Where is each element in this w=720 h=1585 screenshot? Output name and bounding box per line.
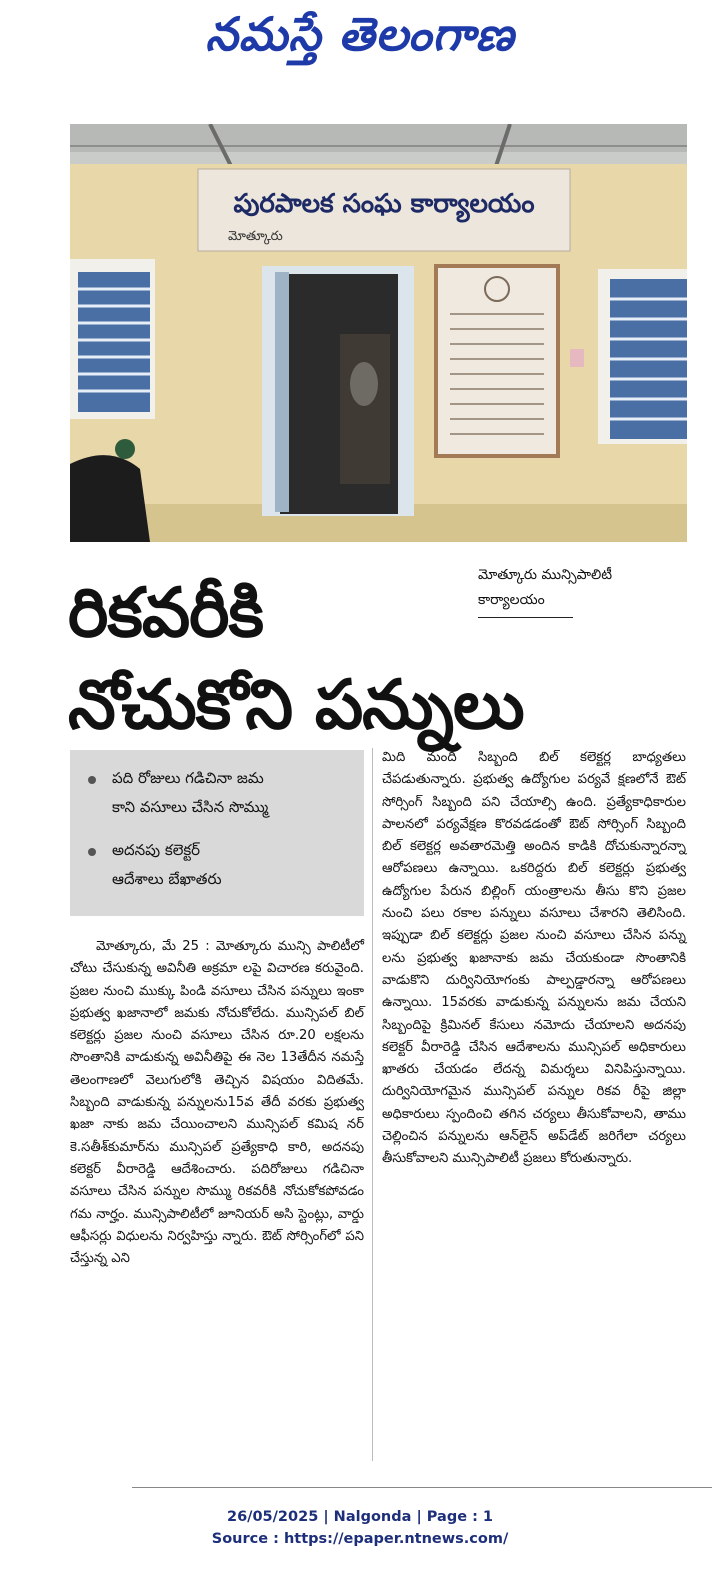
highlight-item [88, 764, 348, 822]
office-building-illustration [70, 124, 687, 542]
headline [68, 568, 668, 752]
article-body-right: మిది మంది సిబ్బంది బిల్ కలెక్టర్ల బాధ్యతలు చేపడుతున్నారు. ప్రభుత్వ ఉద్యోగుల పర్యవే క్షణలోనే ఔట్ సోర్సింగ్ సిబ్బంది పని చేయాల్సి ఉంది. ప్రత్యేకాధికారుల పాలనలో పర్యవేక్షణ కొరవడడంతో ఔట్ సోర్సింగ్ సిబ్బంది బిల్ కలెక్టర్ల అవతారమెత్తి అందిన కాడికి దోచుకున్నారన్నా ఆరోపణలు ఉన్నాయి. ఒకరిద్దరు బిల్ కలెక్టర్లు ప్రభుత్వ ఉద్యోగుల పేరున బిల్లింగ్ యంత్రాలను తీసు కొని ప్రజల నుంచి పలు రకాల పన్నులు వసూలు చేశారని తెలిసింది. ఇప్పుడా బిల్ కలెక్టర్లు ప్రజల నుంచి వసూలు చేసిన పన్ను లను ప్రభుత్వ ఖజానాకు జమ చేయకుండా సొంతానికి వాడుకొని దుర్వినియోగంకు పాల్పడ్డారన్నా ఆరోపణలు ఉన్నాయి. 15వరకు వాడుకున్న పన్నులను జమ చేయని సిబ్బందిపై క్రిమినల్ కేసులు నమోదు చేయాలని అదనపు కలెక్టర్ వీరారెడ్డి చేసిన ఆదేశాలను మున్సిపల్ అధికారులు ఖాతరు చేయడం లేదన్న విమర్శలు వినిపిస్తున్నాయి. దుర్వినియోగమైన మున్సిపల్ పన్నుల రికవ రీపై జిల్లా అధికారులు స్పందించి తగిన చర్యలు తీసుకోవాలని, తాము చెల్లించిన పన్నులను ఆన్‌లైన్ అప్‌డేట్ జరిగేలా చర్యలు తీసుకోవాలని మున్సిపాలిటీ ప్రజలు కోరుతున్నారు. [382, 750, 686, 1167]
sign-subtext: మోత్కూరు [228, 229, 283, 244]
masthead-logo: నమస్తే తెలంగాణ [205, 7, 515, 61]
footer-date-edition: 26/05/2025 | Nalgonda | Page : 1 [226, 1509, 494, 1525]
article-photo [70, 124, 687, 542]
footer-divider [132, 1487, 712, 1488]
caption-line-2: కార్యాలయం [478, 592, 545, 608]
bullet-icon [88, 848, 96, 856]
caption-line-1: మోత్కూరు మున్సిపాలిటీ [478, 567, 613, 583]
highlight-line: ఆదేశాలు బేఖాతరు [112, 870, 222, 888]
highlights-box [70, 750, 364, 916]
footer-source-link[interactable]: Source : https://epaper.ntnews.com/ [211, 1531, 509, 1547]
headline-line-1: రికవరీకి [68, 574, 263, 653]
article-body-left: మోత్కూరు, మే 25 : మోత్కూరు మున్సి పాలిటీలో చోటు చేసుకున్న అవినీతి అక్రమా లపై విచారణ కరువైంది. ప్రజల నుంచి ముక్కు పిండి వసూలు చేసిన పన్నులు ఇంకా ప్రభుత్వ ఖజానాలో జమకు నోచుకోలేదు. మున్సిపల్ బిల్ కలెక్టర్లు ప్రజల నుంచి వసూలు చేసిన రూ.20 లక్షలను సొంతానికి వాడుకున్న అవినీతిపై ఈ నెల 13తేదీన నమస్తే తెలంగాణలో వెలుగులోకి తెచ్చిన విషయం విదితమే. సిబ్బంది వాడుకున్న పన్నులను15వ తేదీ వరకు ప్రభుత్వ ఖజా నాకు జమ చేయించాలని మున్సిపల్ కమిష నర్ కె.సతీశ్‌కుమార్‌ను మున్సిపల్ ప్రత్యేకాధి కారి, అదనపు కలెక్టర్ వీరారెడ్డి ఆదేశించారు. పదిరోజులు గడిచినా వసూలు చేసిన పన్నుల సొమ్ము రికవరీకి నోచుకోకపోవడం గమ నార్హం. మున్సిపాలిటీలో జూనియర్ అసి స్టెంట్లు, వార్డు ఆఫీసర్లు విధులను నిర్వహిస్తు న్నారు. ఔట్ సోర్సింగ్‌లో పని చేస్తున్న ఎని [70, 939, 364, 1267]
highlight-line: పది రోజులు గడిచినా జమ [112, 769, 264, 787]
highlight-line: అదనపు కలెక్టర్ [112, 841, 201, 859]
highlight-item [88, 836, 348, 894]
sign-text: పురపాలక సంఘ కార్యాలయం [233, 189, 535, 219]
headline-line-2: నోచుకోని పన్నులు [68, 666, 524, 745]
highlight-line: కాని వసూలు చేసిన సొమ్ము [112, 798, 269, 816]
column-divider [372, 748, 373, 1461]
bullet-icon [88, 776, 96, 784]
page-footer [0, 1506, 720, 1550]
